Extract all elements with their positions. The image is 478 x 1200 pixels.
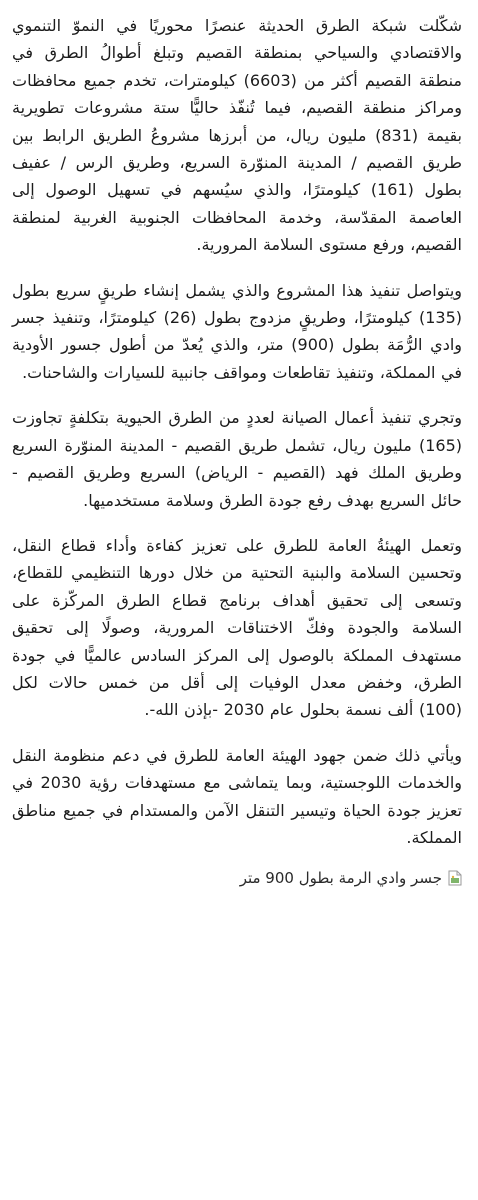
image-placeholder[interactable] bbox=[12, 869, 462, 887]
image-caption: جسر وادي الرمة بطول 900 متر bbox=[239, 869, 442, 888]
paragraph-maintenance: وتجري تنفيذ أعمال الصيانة لعددٍ من الطرق الحيوية بتكلفةٍ تجاوزت (165) مليون ريال، تشمل طريق القصيم - المدينة المنوّرة السريع وطريق الملك فهد (القصيم - الرياض) السريع وطريق القصيم - حائل السريع بهدف رفع جودة الطرق وسلامة مستخدميها. bbox=[12, 408, 462, 510]
broken-image-icon bbox=[448, 870, 462, 886]
paragraph-vision-2030: ويأتي ذلك ضمن جهود الهيئة العامة للطرق في دعم منظومة النقل والخدمات اللوجستية، وبما يتماشى مع مستهدفات رؤية 2030 في تعزيز جودة الحياة وتيسير التنقل الآمن والمستدام في جميع مناطق المملكة. bbox=[12, 745, 462, 847]
paragraph-project-details: ويتواصل تنفيذ هذا المشروع والذي يشمل إنشاء طريقٍ سريع بطول (135) كيلومترًا، وطريقٍ مزدوج بطول (26) كيلومترًا، وتنفيذ جسر وادي الرُّمَة بطول (900) متر، والذي يُعدّ من أطول جسور الأودية في المملكة، وتنفيذ تقاطعات ومواقف جانبية للسيارات والشاحنات. bbox=[12, 280, 463, 382]
paragraph-roads-authority: وتعمل الهيئةُ العامة للطرق على تعزيز كفاءة وأداء قطاع النقل، وتحسين السلامة والبنية التحتية من خلال دورها التنظيمي للقطاع، وتسعى إلى تحقيق أهداف برنامج قطاع الطرق المركّزة على السلامة والجودة وفكّ الاختناقات المرورية، وصولًا إلى تحقيق مستهدف المملكة بالوصول إلى المركز السادس عالميًّا في جودة الطرق، وخفض معدل الوفيات إلى أقل من خمس حالات لكل (100) ألف نسمة بحلول عام 2030 -بإذن الله-. bbox=[12, 535, 462, 720]
paragraph-road-network: شكّلت شبكة الطرق الحديثة عنصرًا محوريًا في النموّ التنموي والاقتصادي والسياحي بمنطقة القصيم وتبلغ أطوالُ الطرق في منطقة القصيم أكثر من (6603) كيلومترات، تخدم جميع محافظات ومراكز منطقة القصيم، فيما تُنفّذ حاليًّا ستة مشروعات تطويرية بقيمة (831) مليون ريال، من أبرزها مشروعُ الطريق الرابط بين طريق القصيم / المدينة المنوّرة السريع، وطريق الرس / عفيف بطول (161) كيلومترًا، والذي سيُسهم في تسهيل الوصول إلى العاصمة المقدّسة، وخدمة المحافظات الجنوبية الغربية لمنطقة القصيم، ورفع مستوى السلامة المرورية. bbox=[12, 16, 463, 255]
